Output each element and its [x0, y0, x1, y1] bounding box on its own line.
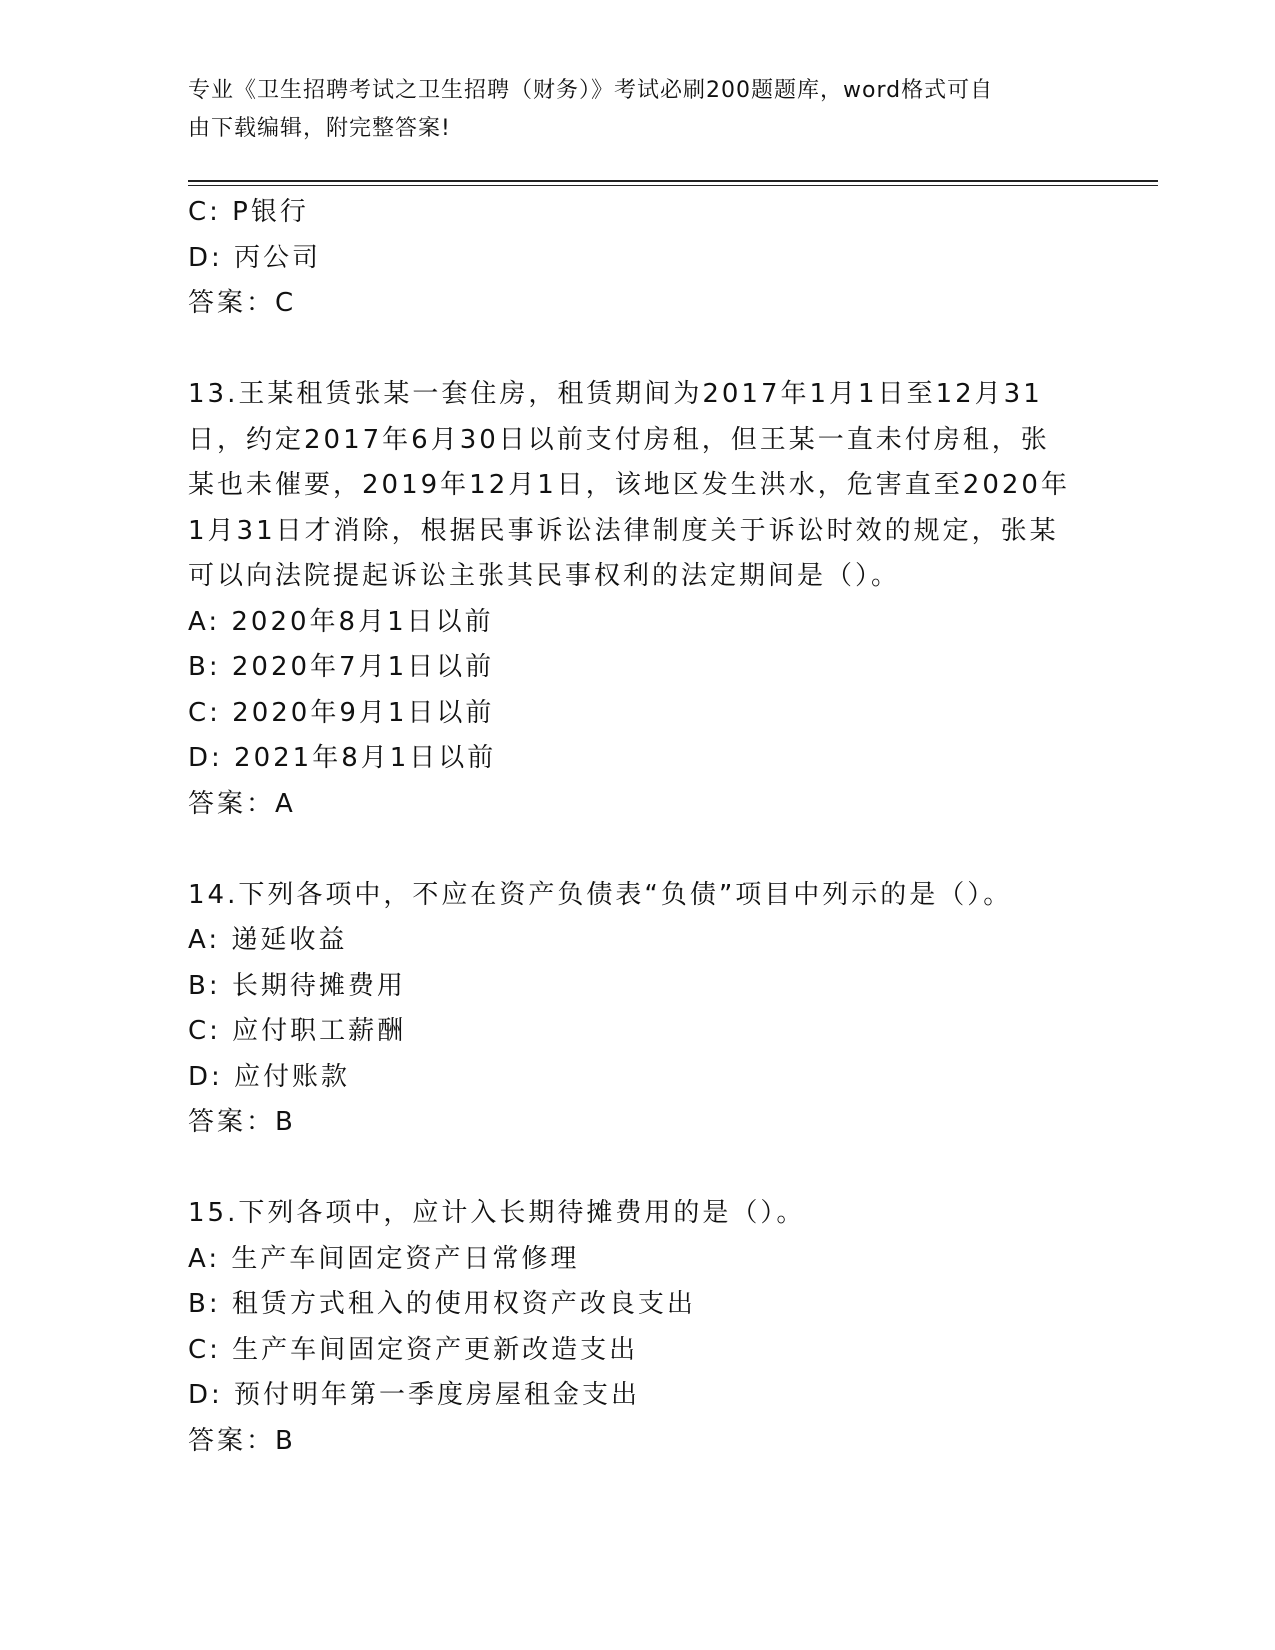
- option-d: D: 应付账款: [188, 1061, 351, 1092]
- option-c: C: P银行: [188, 197, 309, 227]
- option-c: C: 2020年9月1日以前: [188, 697, 495, 728]
- document-header: [188, 72, 1068, 148]
- prev-question: [188, 190, 1088, 327]
- stem-line: 可以向法院提起诉讼主张其民事权利的法定期间是（）。: [188, 561, 901, 591]
- option-d: D: 预付明年第一季度房屋租金支出: [188, 1380, 641, 1410]
- stem-line: 13.王某租赁张某一套住房，租赁期间为2017年1月1日至12月31: [188, 379, 1043, 409]
- question-stem: 15.下列各项中，应计入长期待摊费用的是（）。: [188, 1198, 806, 1228]
- option-d: D: 丙公司: [188, 242, 322, 273]
- question-13: [188, 372, 1088, 827]
- question-15: [188, 1191, 1088, 1464]
- option-a: A: 递延收益: [188, 925, 348, 955]
- option-c: C: 应付职工薪酬: [188, 1016, 407, 1046]
- stem-line: 1月31日才消除，根据民事诉讼法律制度关于诉讼时效的规定，张某: [188, 515, 1059, 546]
- answer: 答案：A: [188, 788, 296, 819]
- header-divider-thin: [188, 185, 1158, 186]
- option-b: B: 2020年7月1日以前: [188, 652, 495, 682]
- option-a: A: 生产车间固定资产日常修理: [188, 1243, 580, 1274]
- option-b: B: 长期待摊费用: [188, 970, 406, 1001]
- header-divider-thick: [188, 180, 1158, 182]
- header-line-2: 由下载编辑，附完整答案!: [188, 116, 451, 141]
- answer: 答案：B: [188, 1425, 296, 1456]
- question-stem: 14.下列各项中，不应在资产负债表“负债”项目中列示的是（）。: [188, 879, 1013, 910]
- answer: 答案：B: [188, 1107, 296, 1137]
- stem-line: 日，约定2017年6月30日以前支付房租，但王某一直未付房租，张: [188, 424, 1050, 455]
- header-line-1: 专业《卫生招聘考试之卫生招聘（财务）》考试必刷200题题库，word格式可自: [188, 78, 994, 103]
- answer: 答案：C: [188, 288, 297, 318]
- question-stem: [188, 372, 1088, 600]
- stem-line: 某也未催要，2019年12月1日，该地区发生洪水，危害直至2020年: [188, 470, 1070, 500]
- spacer: [188, 827, 1088, 873]
- spacer: [188, 327, 1088, 373]
- option-b: B: 租赁方式租入的使用权资产改良支出: [188, 1289, 696, 1319]
- option-c: C: 生产车间固定资产更新改造支出: [188, 1334, 639, 1365]
- document-body: [188, 190, 1088, 1464]
- option-a: A: 2020年8月1日以前: [188, 606, 494, 637]
- question-14: [188, 873, 1088, 1146]
- option-d: D: 2021年8月1日以前: [188, 743, 497, 773]
- spacer: [188, 1146, 1088, 1192]
